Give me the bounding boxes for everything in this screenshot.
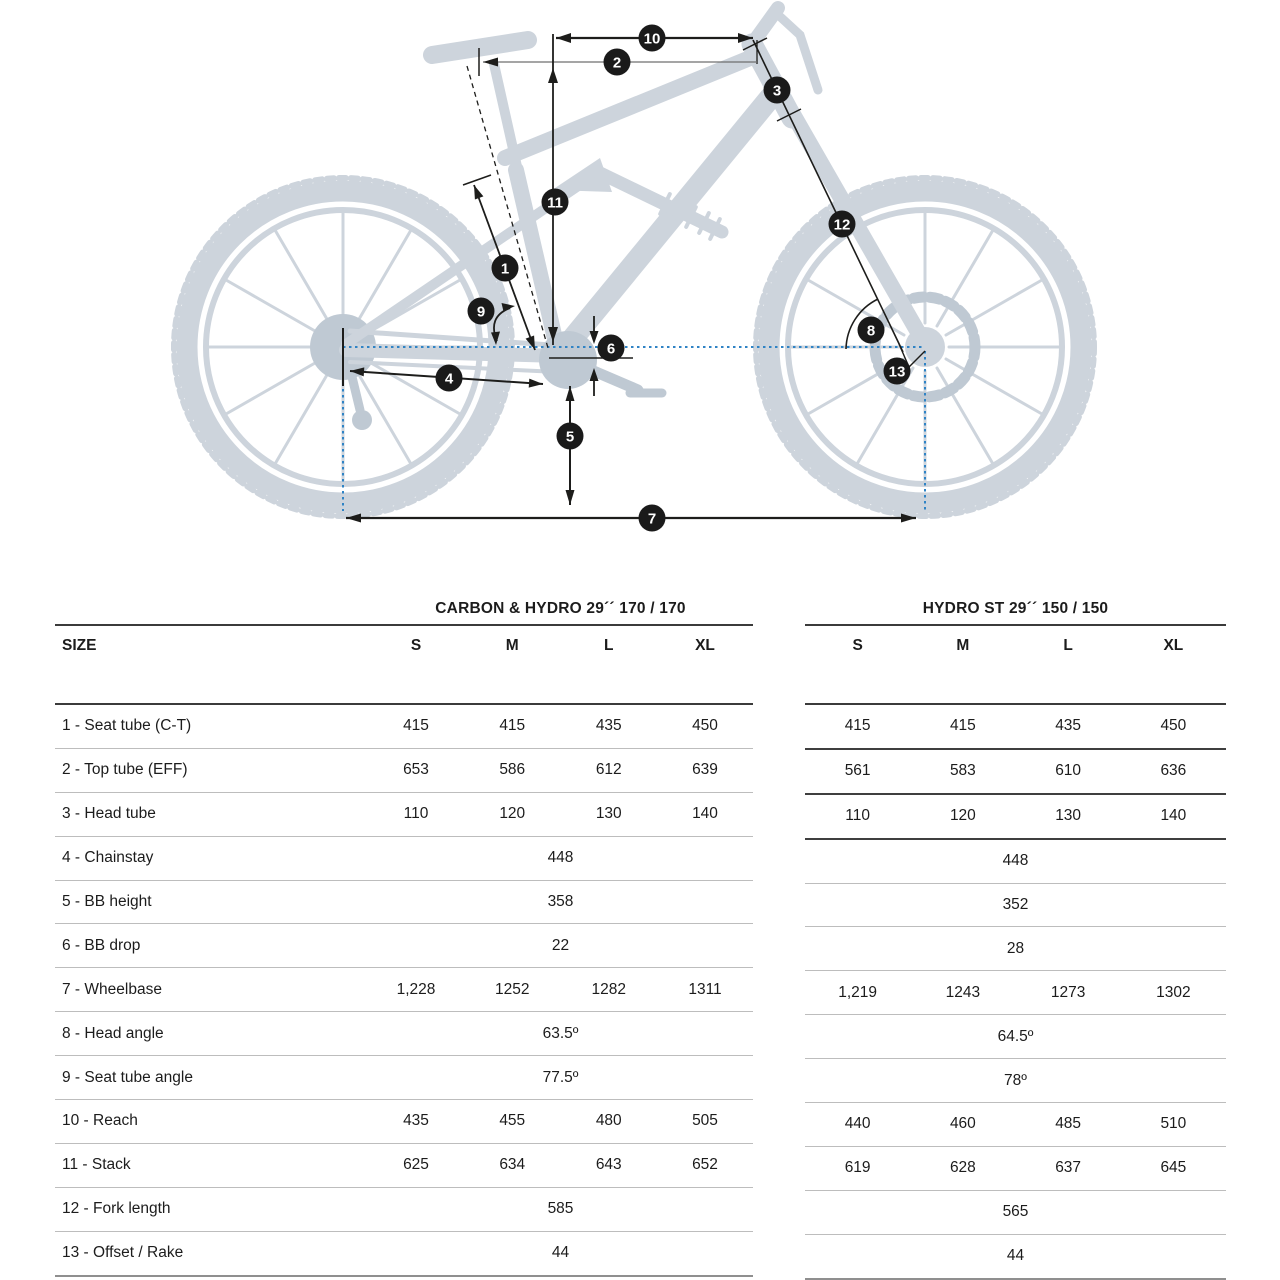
- row-chainstay: 448: [805, 839, 1226, 883]
- svg-text:4: 4: [444, 370, 454, 388]
- svg-text:8: 8: [866, 322, 876, 340]
- row-stack: 11 - Stack 625 634 643 652: [55, 1143, 753, 1187]
- col-header-xl: XL: [657, 625, 753, 705]
- row-fork-length: 565: [805, 1190, 1226, 1234]
- table-title-row: [805, 586, 1226, 625]
- marker-11: [542, 189, 569, 216]
- table-title: HYDRO ST 29´´ 150 / 150: [805, 586, 1226, 625]
- size-header-row: [55, 625, 753, 705]
- row-reach: 440 460 485 510: [805, 1103, 1226, 1147]
- table-title-row: [55, 586, 753, 625]
- marker-9: [468, 298, 495, 325]
- svg-text:9: 9: [476, 303, 486, 321]
- row-seat-tube: 415 415 435 450: [805, 704, 1226, 749]
- size-header: SIZE: [55, 625, 368, 705]
- row-head-tube: 3 - Head tube 110 120 130 140: [55, 792, 753, 836]
- row-head-angle: 8 - Head angle 63.5º: [55, 1012, 753, 1056]
- down-tube: [560, 98, 770, 354]
- size-header-row: [805, 625, 1226, 705]
- marker-5: [557, 423, 584, 450]
- marker-3: [764, 77, 791, 104]
- row-bb-drop: 6 - BB drop 22: [55, 924, 753, 968]
- col-header-m: M: [464, 625, 561, 705]
- marker-12: [829, 211, 856, 238]
- col-header-xl: XL: [1121, 625, 1226, 705]
- row-offset-rake: 13 - Offset / Rake 44: [55, 1231, 753, 1275]
- col-header-m: M: [910, 625, 1015, 705]
- svg-text:13: 13: [888, 363, 906, 381]
- row-top-tube: 561 583 610 636: [805, 749, 1226, 794]
- col-header-s: S: [368, 625, 464, 705]
- marker-1: [492, 255, 519, 282]
- svg-text:6: 6: [606, 340, 616, 358]
- marker-2: [604, 49, 631, 76]
- row-seat-tube-angle: 78º: [805, 1059, 1226, 1103]
- row-seat-tube-angle: 9 - Seat tube angle 77.5º: [55, 1056, 753, 1100]
- marker-7: [639, 505, 666, 532]
- marker-10: [639, 25, 666, 52]
- row-wheelbase: 7 - Wheelbase 1,228 1252 1282 1311: [55, 968, 753, 1012]
- row-chainstay: 4 - Chainstay 448: [55, 836, 753, 880]
- marker-4: [436, 365, 463, 392]
- top-tube: [505, 56, 755, 158]
- svg-text:1: 1: [500, 260, 510, 278]
- svg-text:3: 3: [772, 82, 782, 100]
- marker-8: [858, 317, 885, 344]
- svg-text:7: 7: [647, 510, 657, 528]
- row-bb-height: 5 - BB height 358: [55, 880, 753, 924]
- row-top-tube: 2 - Top tube (EFF) 653 586 612 639: [55, 748, 753, 792]
- row-head-angle: 64.5º: [805, 1015, 1226, 1059]
- row-fork-length: 12 - Fork length 585: [55, 1187, 753, 1231]
- row-head-tube: 110 120 130 140: [805, 794, 1226, 839]
- bike-geometry-diagram: [0, 0, 1280, 586]
- col-header-l: L: [1016, 625, 1121, 705]
- svg-text:5: 5: [565, 428, 575, 446]
- table-title: CARBON & HYDRO 29´´ 170 / 170: [368, 586, 753, 625]
- marker-6: [598, 335, 625, 362]
- chainstay: [346, 350, 560, 356]
- table-hydro-st: [805, 586, 1226, 1280]
- svg-text:2: 2: [612, 54, 622, 72]
- col-header-s: S: [805, 625, 910, 705]
- marker-13: [884, 358, 911, 385]
- row-bb-height: 352: [805, 883, 1226, 927]
- row-seat-tube: 1 - Seat tube (C-T) 415 415 435 450: [55, 704, 753, 748]
- row-wheelbase: 1,219 1243 1273 1302: [805, 971, 1226, 1015]
- row-stack: 619 628 637 645: [805, 1146, 1226, 1190]
- row-reach: 10 - Reach 435 455 480 505: [55, 1100, 753, 1144]
- bike-silhouette: [174, 8, 1094, 516]
- svg-text:10: 10: [643, 30, 661, 48]
- table-carbon-hydro: [55, 586, 753, 1277]
- row-bb-drop: 28: [805, 927, 1226, 971]
- col-header-l: L: [561, 625, 658, 705]
- svg-text:12: 12: [833, 216, 851, 234]
- saddle: [432, 40, 528, 55]
- row-offset-rake: 44: [805, 1234, 1226, 1278]
- svg-text:11: 11: [547, 194, 563, 212]
